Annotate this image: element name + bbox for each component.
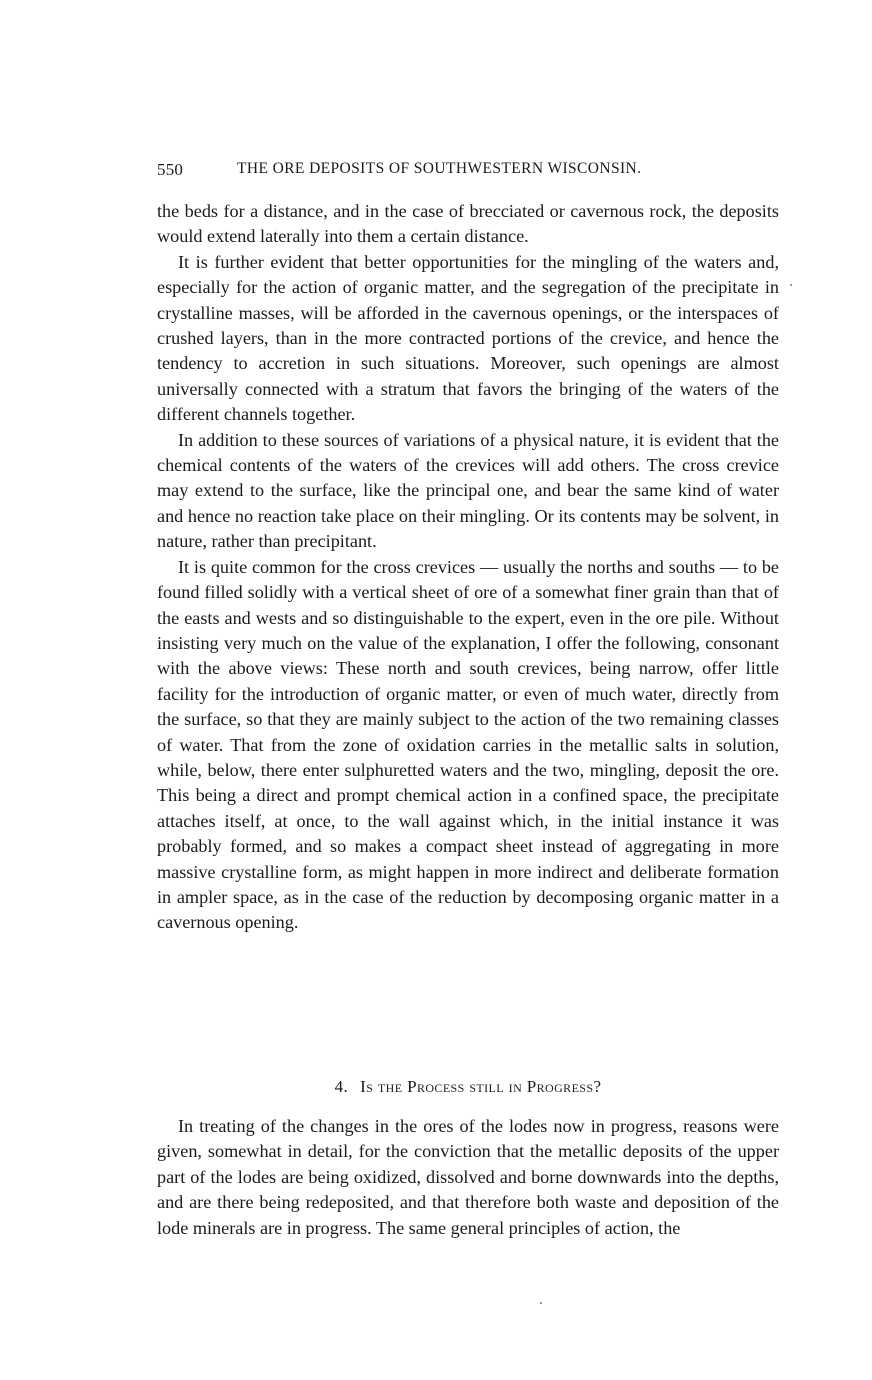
- paragraph: It is further evident that better opportunities for the mingling of the waters and, especially for the action of organic matter, and the segregation of the precipitate in crystalline masses, will be afforded in the cavernous openings, or the interspaces of crushed layers, than in the more contracted portions of the crevice, and hence the tendency to accretion in such situations. Moreover, such openings are almost universally connected with a stratum that favors the bringing of the waters of the different channels together.: [157, 251, 779, 425]
- section-heading: [157, 1075, 779, 1099]
- page-number: 550: [157, 160, 184, 179]
- section-number: 4.: [334, 1077, 349, 1096]
- paragraph: It is quite common for the cross crevices — usually the norths and souths — to be found filled solidly with a vertical sheet of ore of a somewhat finer grain than that of the easts and wests and so distinguishable to the expert, even in the ore pile. Without insisting very much on the value of the explanation, I offer the following, consonant with the above views: These north and south crevices, being narrow, offer little facility for the introduction of organic matter, or even of much water, directly from the surface, so that they are mainly subject to the action of the two remaining classes of water. That from the zone of oxidation carries in the metallic salts in solution, while, below, there enter sulphuretted waters and the two, mingling, deposit the ore. This being a direct and prompt chemical action in a confined space, the precipitate attaches itself, at once, to the wall against which, in the initial instance it was probably formed, and so makes a compact sheet instead of aggregating in more massive crystalline form, as might happen in more indirect and deliberate formation in ampler space, as in the case of the reduction by decomposing organic matter in a cavernous opening.: [157, 556, 779, 933]
- running-title: THE ORE DEPOSITS OF SOUTHWESTERN WISCONSIN.: [237, 160, 642, 177]
- section-title: Is the Process still in Progress?: [360, 1077, 602, 1096]
- section-text: [157, 1114, 779, 1241]
- print-speck: [790, 284, 792, 286]
- page-header: [157, 160, 779, 184]
- paragraph: In treating of the changes in the ores of the lodes now in progress, reasons were given, somewhat in detail, for the conviction that the metallic deposits of the upper part of the lodes are being oxidized, dissolved and borne downwards into the depths, and are there being redeposited, and that therefore both waste and deposition of the lode minerals are in progress. The same general principles of action, the: [157, 1116, 779, 1238]
- print-speck: [540, 1302, 542, 1304]
- paragraph-continued: the beds for a distance, and in the case of brecciated or cavernous rock, the deposits would extend laterally into them a certain distance.: [157, 201, 779, 247]
- paragraph: In addition to these sources of variations of a physical nature, it is evident that the chemical contents of the waters of the crevices will add others. The cross crevice may extend to the surface, like the principal one, and bear the same kind of water and hence no reaction take place on their mingling. Or its contents may be solvent, in nature, rather than precipitant.: [157, 429, 779, 552]
- main-text: [157, 199, 779, 936]
